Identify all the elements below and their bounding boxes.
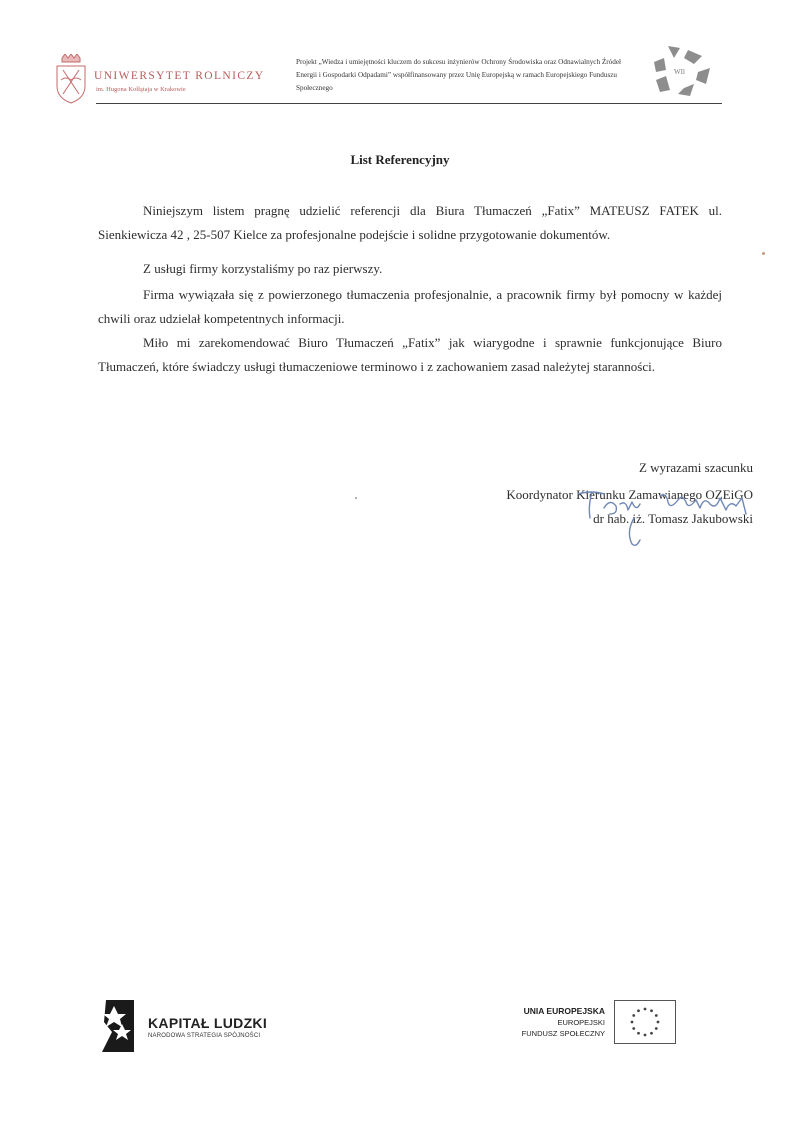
paragraph-first-use: Z usługi firmy korzystaliśmy po raz pierwszy. bbox=[143, 261, 383, 276]
paragraph-performance: Firma wywiązała się z powierzonego tłumaczenia profesjonalnie, a pracownik firmy był pomocny w każdej chwili oraz udzielał kompetentnych informacji. bbox=[98, 287, 722, 326]
recycle-logo-label: WIl bbox=[674, 68, 685, 76]
eu-star bbox=[655, 1027, 658, 1030]
eu-star bbox=[650, 1032, 653, 1035]
university-name: UNIWERSYTET ROLNICZY bbox=[94, 70, 265, 82]
eu-star bbox=[632, 1014, 635, 1017]
scan-speck bbox=[762, 252, 765, 255]
eu-star bbox=[657, 1021, 660, 1024]
signatory-role: Koordynator Kierunku Zamawianego OZEiGO bbox=[506, 487, 753, 502]
eu-fund-line-2: FUNDUSZ SPOŁECZNY bbox=[521, 1029, 605, 1038]
header-divider bbox=[96, 103, 722, 104]
eu-star bbox=[632, 1027, 635, 1030]
eu-star bbox=[644, 1008, 647, 1011]
kapital-ludzki-logo bbox=[100, 998, 138, 1054]
paragraph-reference: Niniejszym listem pragnę udzielić referencji dla Biura Tłumaczeń „Fatix” MATEUSZ FATEK ul. Sienkiewicza 42 , 25-507 Kielce za profesjonalne podejście i solidne przygotowanie dokumentów. bbox=[98, 203, 722, 242]
eu-flag-icon bbox=[614, 1000, 676, 1044]
project-description: Projekt „Wiedza i umiejętności kluczem do sukcesu inżynierów Ochrony Środowiska oraz Odnawialnych Źródeł Energii i Gospodarki Odpadami” współfinansowany przez Unię Europejską w ramach Europejskiego Funduszu Społecznego bbox=[296, 58, 622, 92]
eu-fund-line-1: EUROPEJSKI bbox=[557, 1018, 605, 1027]
university-subtitle: im. Hugona Kołłątaja w Krakowie bbox=[96, 86, 186, 93]
eu-star bbox=[650, 1009, 653, 1012]
eu-star bbox=[631, 1021, 634, 1024]
eu-title: UNIA EUROPEJSKA bbox=[523, 1006, 605, 1016]
eu-star bbox=[655, 1014, 658, 1017]
eu-star bbox=[644, 1034, 647, 1037]
eu-star bbox=[637, 1009, 640, 1012]
scan-speck bbox=[355, 497, 357, 499]
university-crest-logo bbox=[54, 54, 88, 104]
kapital-ludzki-subtitle: NARODOWA STRATEGIA SPÓJNOŚCI bbox=[148, 1033, 261, 1039]
recycle-arrows-logo bbox=[650, 44, 712, 98]
signatory-name: dr hab. iż. Tomasz Jakubowski bbox=[593, 511, 753, 526]
document-title: List Referencyjny bbox=[350, 152, 450, 167]
eu-star bbox=[637, 1032, 640, 1035]
kapital-ludzki-title: KAPITAŁ LUDZKI bbox=[148, 1015, 268, 1031]
closing-regards: Z wyrazami szacunku bbox=[638, 460, 753, 475]
paragraph-recommendation: Miło mi zarekomendować Biuro Tłumaczeń „Fatix” jak wiarygodne i sprawnie funkcjonujące Biuro Tłumaczeń, które świadczy usługi tłumaczeniowe terminowo i z zachowaniem zasad należytej staranności. bbox=[98, 335, 722, 374]
handwritten-signature bbox=[570, 488, 760, 552]
